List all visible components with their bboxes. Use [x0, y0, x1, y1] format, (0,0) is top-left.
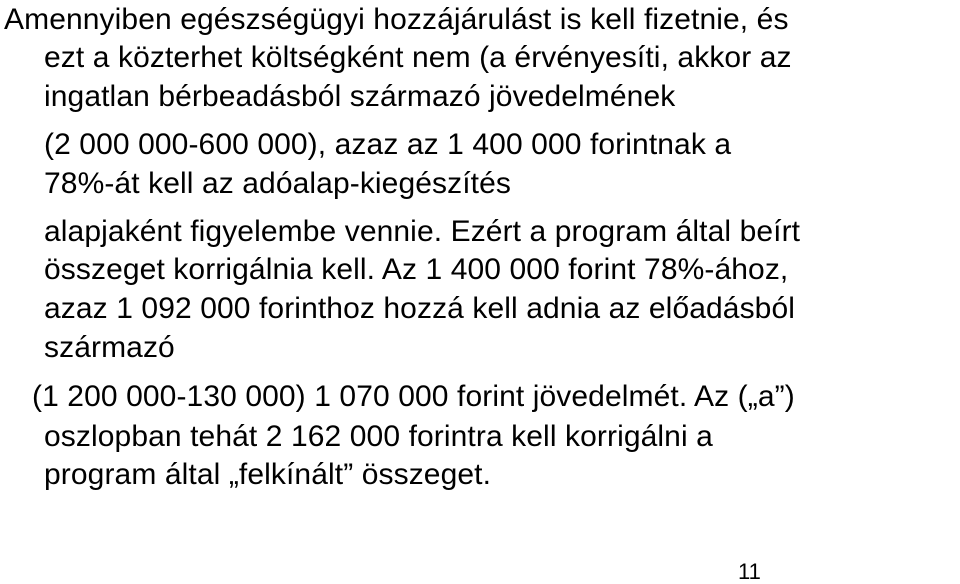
text-line: 78%-át kell az adóalap-kiegészítés	[44, 167, 511, 200]
text-line: ingatlan bérbeadásból származó jövedelmének	[44, 80, 676, 113]
text-line: összeget korrigálnia kell. Az 1 400 000 forint 78%-ához,	[44, 253, 789, 286]
text-line: származó	[44, 331, 175, 364]
text-line: (1 200 000-130 000) 1 070 000 forint jövedelmét. Az („a”)	[32, 380, 795, 413]
page-number: 11	[738, 559, 761, 584]
text-line: ezt a közterhet költségként nem (a érvényesíti, akkor az	[44, 41, 792, 74]
text-line: azaz 1 092 000 forinthoz hozzá kell adnia az előadásból	[44, 292, 796, 325]
text-line: alapjaként figyelembe vennie. Ezért a program által beírt	[44, 215, 801, 248]
text-line: Amennyiben egészségügyi hozzájárulást is kell fizetnie, és	[4, 3, 789, 36]
text-line: program által „felkínált” összeget.	[44, 458, 492, 491]
text-line: (2 000 000-600 000), azaz az 1 400 000 forintnak a	[44, 128, 732, 161]
text-line: oszlopban tehát 2 162 000 forintra kell korrigálni a	[44, 420, 713, 453]
